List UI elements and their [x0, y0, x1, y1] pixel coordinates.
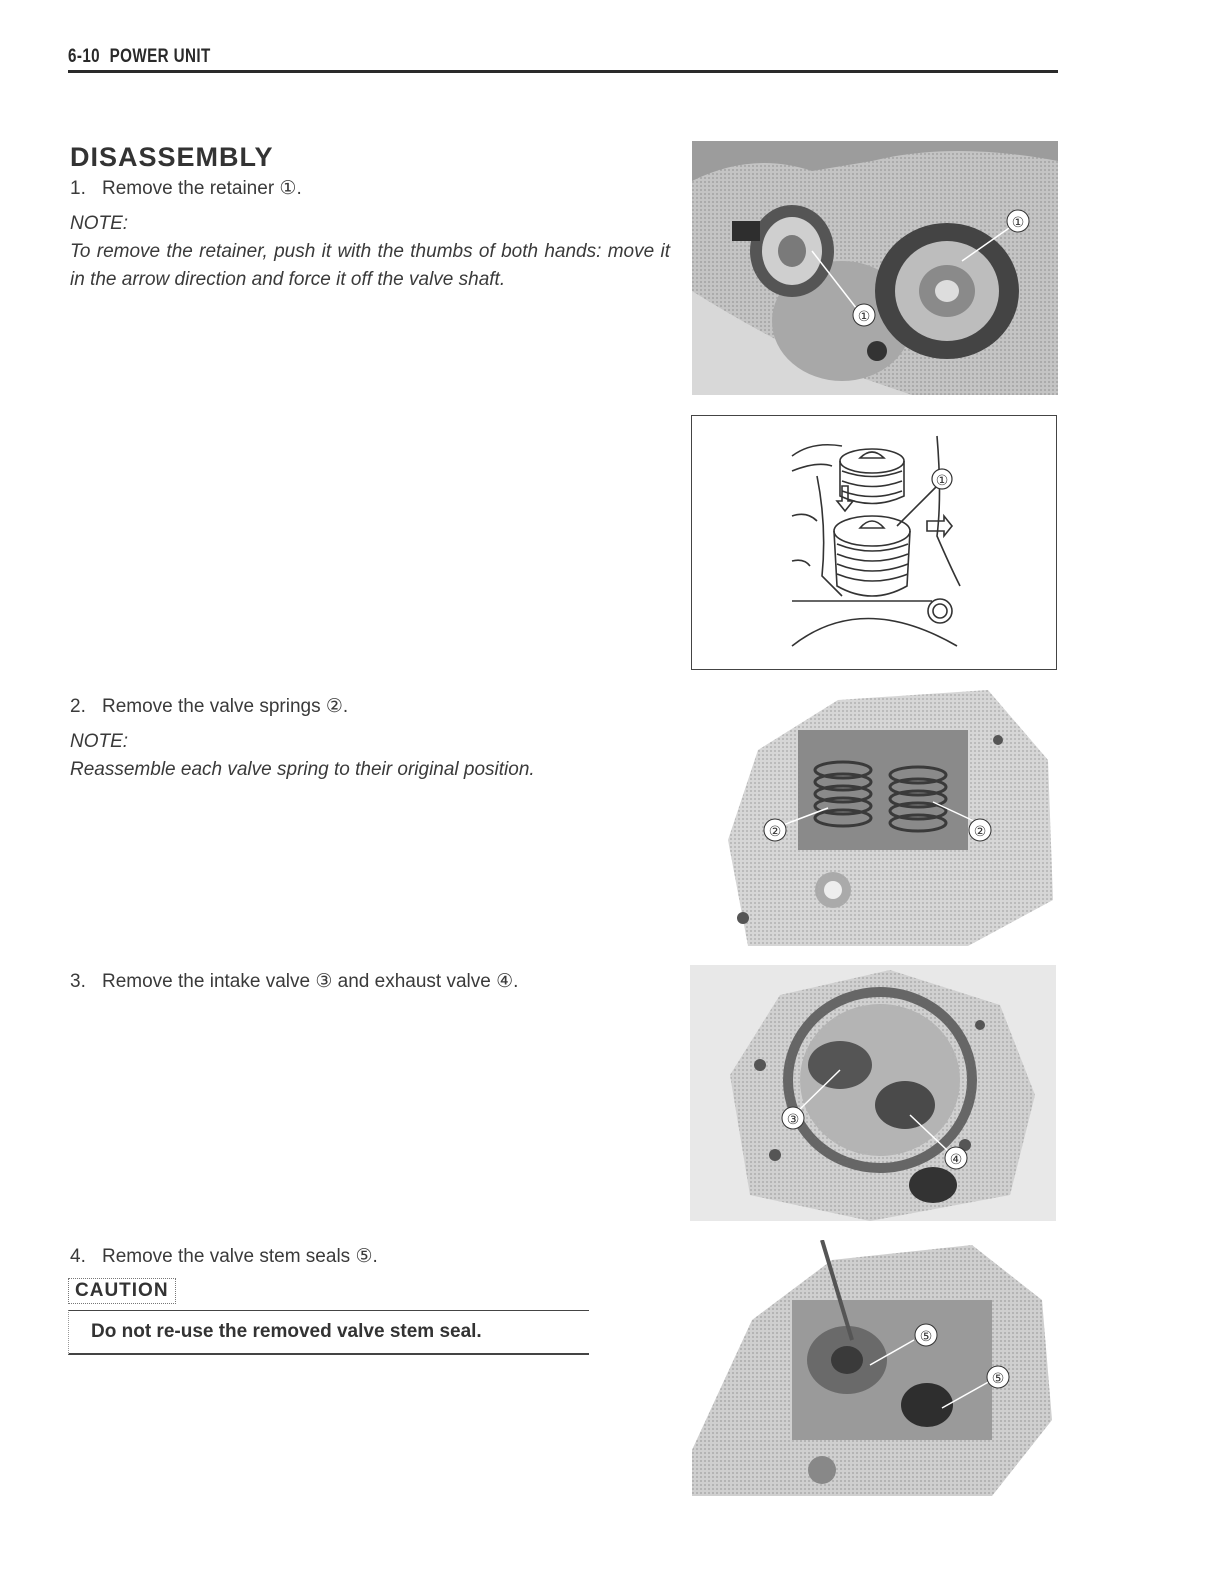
- photo-valve-springs: [718, 690, 1058, 946]
- photo-valve-stem-seals: [692, 1240, 1056, 1496]
- step-number: 4.: [70, 1246, 86, 1267]
- section-name: POWER UNIT: [109, 46, 211, 67]
- step-text: Remove the retainer ①.: [102, 178, 302, 199]
- photo-intake-exhaust-valves: [690, 965, 1056, 1221]
- step-3: [70, 970, 518, 993]
- page-header: [68, 46, 1060, 68]
- callout-1: ①: [857, 309, 871, 325]
- note-text: Reassemble each valve spring to their original position.: [70, 759, 535, 780]
- step-text: Remove the valve stem seals ⑤.: [102, 1246, 378, 1267]
- step-number: 2.: [70, 696, 86, 717]
- step-number: 1.: [70, 178, 86, 199]
- step-1: [70, 177, 302, 200]
- page-number: 6-10: [68, 46, 101, 67]
- callout-3: ③: [786, 1112, 800, 1128]
- step-2: [70, 695, 348, 718]
- callout-2: ②: [973, 824, 987, 840]
- section-title: DISASSEMBLY: [70, 142, 274, 172]
- note-label: NOTE:: [70, 213, 129, 234]
- callout-5: ⑤: [919, 1329, 933, 1345]
- header-text: [68, 46, 862, 68]
- step-text: Remove the intake valve ③ and exhaust valve ④.: [102, 971, 519, 992]
- callout-1: ①: [935, 473, 949, 489]
- caution-box: [68, 1310, 589, 1355]
- step-number: 3.: [70, 971, 86, 992]
- caution-text: Do not re-use the removed valve stem seal.: [91, 1321, 482, 1342]
- callout-2: ②: [768, 824, 782, 840]
- step-text: Remove the valve springs ②.: [102, 696, 349, 717]
- note-label: NOTE:: [70, 731, 129, 752]
- note-text: To remove the retainer, push it with the thumbs of both hands: move it in the arrow direction and force it off the valve shaft.: [70, 241, 670, 290]
- caution-label: CAUTION: [68, 1278, 176, 1304]
- photo-retainer: [692, 141, 1058, 395]
- diagram-retainer-removal: [691, 415, 1057, 670]
- callout-4: ④: [949, 1152, 963, 1168]
- callout-1: ①: [1011, 215, 1025, 231]
- step-4: [70, 1245, 378, 1268]
- callout-5: ⑤: [991, 1371, 1005, 1387]
- header-rule: [68, 70, 1058, 73]
